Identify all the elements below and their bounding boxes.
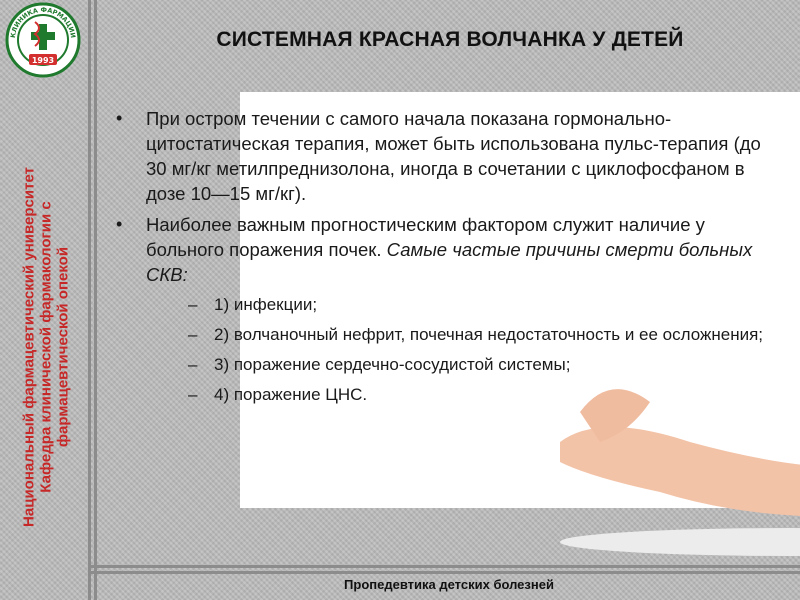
cause-item: – 2) волчаночный нефрит, почечная недостаточность и ее осложнения; xyxy=(146,323,772,346)
logo-ring-text: КЛИНИКА ФАРМАЦИИ xyxy=(8,5,78,39)
sidebar-line-department: Кафедра клинической фармакологии с xyxy=(37,201,55,493)
sidebar-line-department-cont: фармацевтической опекой xyxy=(54,246,72,448)
bullet-therapy-text: При остром течении с самого начала показана гормонально-цитостатическая терапия, может быть использована пульс-терапия (до 30 мг/кг метилпреднизолона, иногда в сочетании с циклофосфаном в дозе 10—15 мг/кг). xyxy=(146,108,761,204)
left-sidebar xyxy=(0,0,88,600)
sidebar-line-university: Национальный фармацевтический университет xyxy=(20,167,38,527)
causes-list xyxy=(146,293,772,406)
university-logo xyxy=(5,2,81,78)
cause-item: – 4) поражение ЦНС. xyxy=(146,383,772,406)
divider-vertical-1 xyxy=(88,0,91,600)
divider-horizontal-2 xyxy=(88,571,800,574)
slide-footer: Пропедевтика детских болезней xyxy=(344,577,554,592)
logo-year: 1993 xyxy=(31,56,55,65)
divider-vertical-2 xyxy=(94,0,97,600)
cause-item: – 3) поражение сердечно-сосудистой системы; xyxy=(146,353,772,376)
slide-title: СИСТЕМНАЯ КРАСНАЯ ВОЛЧАНКА У ДЕТЕЙ xyxy=(216,28,684,51)
slide-content xyxy=(112,106,772,413)
bullet-prognosis-italic: Самые частые причины смерти больных СКВ: xyxy=(146,239,753,285)
bullet-therapy xyxy=(112,106,772,206)
sidebar-vertical-text xyxy=(21,137,72,557)
bullet-prognosis-text: Наиболее важным прогностическим фактором служит наличие у больного поражения почек. xyxy=(146,214,705,260)
bullet-prognosis xyxy=(112,212,772,406)
cause-item: – 1) инфекции; xyxy=(146,293,772,316)
divider-horizontal-1 xyxy=(88,565,800,568)
